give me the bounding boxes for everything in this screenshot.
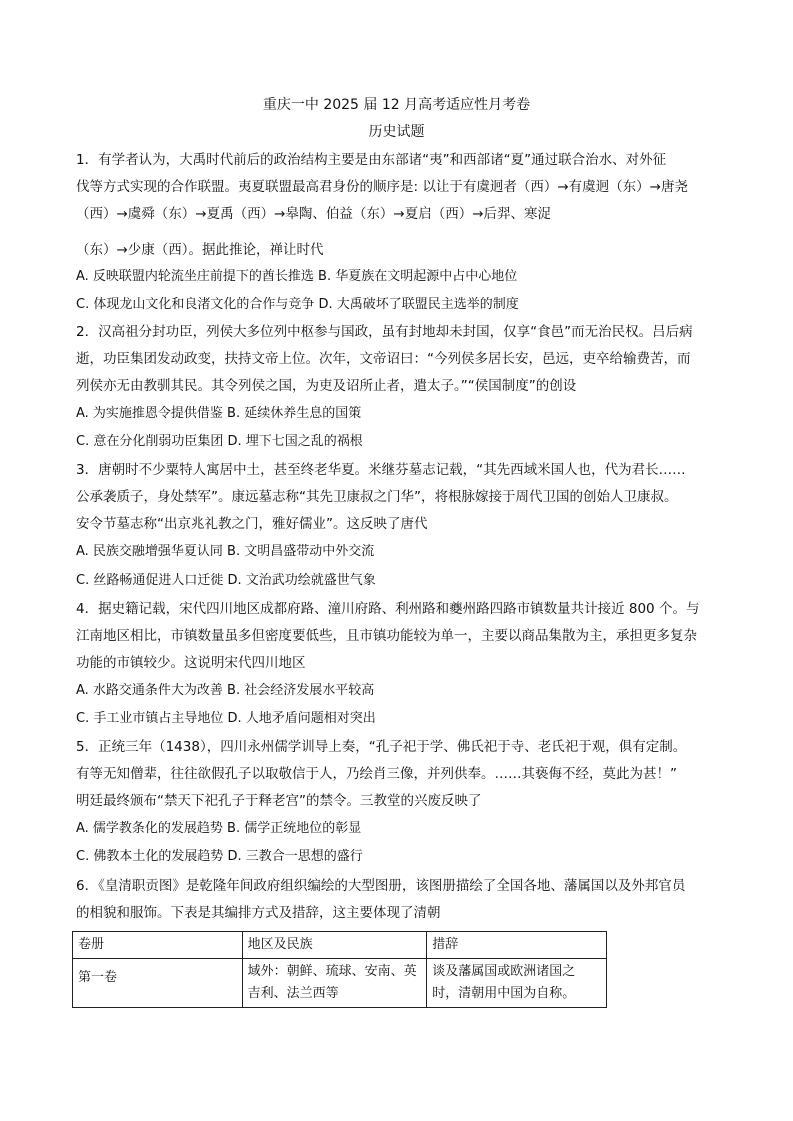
q4-options-cd: C. 手工业市镇占主导地位 D. 人地矛盾问题相对突出 [76,711,376,726]
q1-line-4: （东）→少康（西）。据此推论，禅让时代 [76,242,324,258]
table-cell: 第一卷 [73,959,243,1008]
tribute-table [72,931,607,1008]
q5-line-2: 有等无知僧辈，往往欲假孔子以取敬信于人，乃绘肖三像，并列供奉。……其亵侮不经，莫此为甚！” [76,766,677,782]
q6-line-2: 的相貌和服饰。下表是其编排方式及措辞，这主要体现了清朝 [76,905,441,921]
q4-options-ab: A. 水路交通条件大为改善 B. 社会经济发展水平较高 [76,683,375,698]
exam-subtitle: 历史试题 [368,124,425,140]
exam-title: 重庆一中 2025 届 12 月高考适应性月考卷 [262,97,531,113]
table-cell: 域外：朝鲜、琉球、安南、英吉利、法兰西等 [242,959,427,1008]
q2-options-ab: A. 为实施推恩令提供借鉴 B. 延续休养生息的国策 [76,406,362,421]
table-header-cell: 地区及民族 [242,932,427,959]
table-header-row [73,932,607,959]
q5-line-1: 5．正统三年（1438），四川永州儒学训导上奏，“孔子祀于学、佛氏祀于寺、老氏祀于观，俱有定制。 [76,739,687,755]
q6-line-1: 6．《皇清职贡图》是乾隆年间政府组织编绘的大型图册，该图册描绘了全国各地、藩属国以及外邦官员 [76,878,686,894]
q4-line-2: 江南地区相比，市镇数量虽多但密度要低些，且市镇功能较为单一，主要以商品集散为主，承担更多复杂 [76,628,697,644]
q3-line-2: 公承袭质子，身处禁军”。康远墓志称“其先卫康叔之门华”，将根脉嫁接于周代卫国的创始人卫康叔。 [76,489,678,505]
q5-options-ab: A. 儒学教条化的发展趋势 B. 儒学正统地位的彰显 [76,821,362,836]
q1-line-1: 1．有学者认为，大禹时代前后的政治结构主要是由东部诸“夷”和西部诸“夏”通过联合治水、对外征 [76,152,667,168]
table-row [73,959,607,1008]
q2-line-2: 逝，功臣集团发动政变，扶持文帝上位。次年，文帝诏曰：“今列侯多居长安，邑远，吏卒给输费苦，而 [76,351,691,367]
q2-options-cd: C. 意在分化削弱功臣集团 D. 埋下七国之乱的祸根 [76,434,363,449]
q1-line-2: 伐等方式实现的合作联盟。夷夏联盟最高君身份的顺序是: 以让于有虞迥者（西）→有虞迥（东）→唐尧 [76,179,688,195]
q3-line-3: 安令节墓志称“出京兆礼教之门，雅好儒业”。这反映了唐代 [76,516,428,532]
q5-line-3: 明廷最终颁布“禁天下祀孔子于释老宫”的禁令。三教堂的兴废反映了 [76,793,482,809]
q3-options-cd: C. 丝路畅通促进人口迁徙 D. 文治武功绘就盛世气象 [76,573,376,588]
q3-options-ab: A. 民族交融增强华夏认同 B. 文明昌盛带动中外交流 [76,544,375,559]
q4-line-1: 4．据史籍记载，宋代四川地区成都府路、潼川府路、利州路和夔州路四路市镇数量共计接近 800 个。与 [76,601,700,617]
table-header-cell: 卷册 [73,932,243,959]
q2-line-1: 2．汉高祖分封功臣，列侯大多位列中枢参与国政，虽有封地却未封国，仅享“食邑”而无治民权。吕后病 [76,324,693,340]
q2-line-3: 列侯亦无由教驯其民。其令列侯之国，为吏及诏所止者，遣太子。”“侯国制度”的创设 [76,378,577,394]
table-cell: 谈及藩属国或欧洲诸国之时，清朝用中国为自称。 [427,959,607,1008]
q1-line-3: （西）→虞舜（东）→夏禹（西）→皋陶、伯益（东）→夏启（西）→后羿、寒浞 [76,206,552,222]
table-header-cell: 措辞 [427,932,607,959]
q1-options-cd: C. 体现龙山文化和良渚文化的合作与竞争 D. 大禹破坏了联盟民主选举的制度 [76,297,519,312]
q4-line-3: 功能的市镇较少。这说明宋代四川地区 [76,655,306,671]
q5-options-cd: C. 佛教本土化的发展趋势 D. 三教合一思想的盛行 [76,849,363,864]
q3-line-1: 3．唐朝时不少粟特人寓居中土，甚至终老华夏。米继芬墓志记载，“其先西域米国人也，代为君长…… [76,462,686,478]
q1-options-ab: A. 反映联盟内轮流坐庄前提下的酋长推选 B. 华夏族在文明起源中占中心地位 [76,269,518,284]
